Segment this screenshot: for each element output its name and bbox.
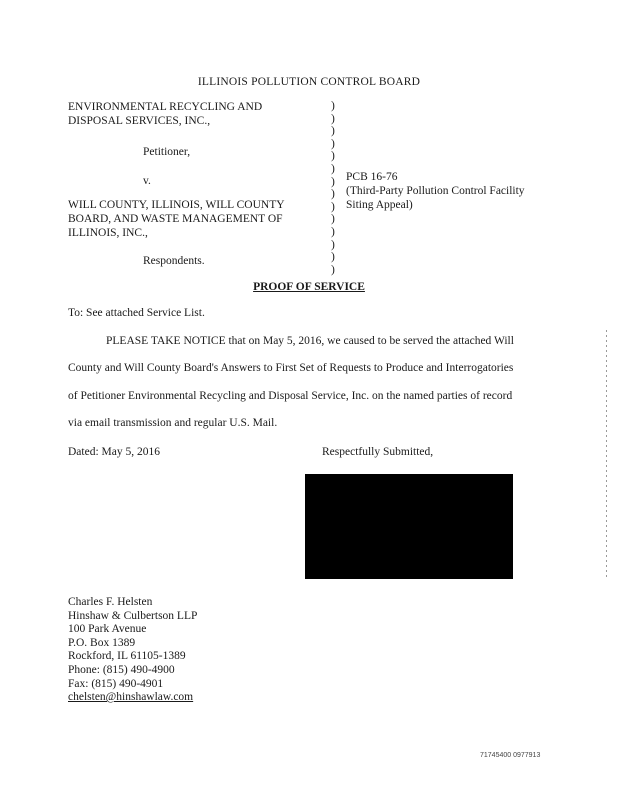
scan-edge-mark bbox=[606, 330, 607, 580]
respondent-name-line1: WILL COUNTY, ILLINOIS, WILL COUNTY bbox=[68, 199, 285, 211]
caption-paren: ) bbox=[331, 200, 335, 213]
versus-label: v. bbox=[143, 175, 151, 187]
law-firm: Hinshaw & Culbertson LLP bbox=[68, 609, 198, 622]
notice-body-line3: of Petitioner Environmental Recycling and Disposal Service, Inc. on the named parties of record bbox=[68, 390, 513, 402]
attorney-name: Charles F. Helsten bbox=[68, 596, 153, 608]
fax-number: Fax: (815) 490-4901 bbox=[68, 677, 164, 690]
caption-paren: ) bbox=[331, 150, 335, 163]
petitioner-name-line2: DISPOSAL SERVICES, INC., bbox=[68, 115, 211, 127]
case-type-line1: (Third-Party Pollution Control Facility bbox=[346, 185, 525, 197]
caption-paren: ) bbox=[331, 137, 335, 150]
case-type-line2: Siting Appeal) bbox=[346, 199, 413, 211]
city-state-zip: Rockford, IL 61105-1389 bbox=[68, 650, 186, 663]
signature-block bbox=[68, 596, 197, 705]
closing-line: Respectfully Submitted, bbox=[322, 446, 434, 458]
po-box: P.O. Box 1389 bbox=[68, 636, 136, 649]
case-number: PCB 16-76 bbox=[346, 171, 398, 183]
notice-body-line2: County and Will County Board's Answers to First Set of Requests to Produce and Interrogatories bbox=[68, 362, 514, 374]
respondent-name-line3: ILLINOIS, INC., bbox=[68, 227, 148, 239]
caption-paren: ) bbox=[331, 162, 335, 175]
respondent-name-line2: BOARD, AND WASTE MANAGEMENT OF bbox=[68, 213, 283, 225]
caption-paren: ) bbox=[331, 188, 335, 201]
notice-body-line1: PLEASE TAKE NOTICE that on May 5, 2016, we caused to be served the attached Will bbox=[106, 335, 514, 347]
petitioner-label: Petitioner, bbox=[143, 146, 191, 158]
petitioner-name-line1: ENVIRONMENTAL RECYCLING AND bbox=[68, 101, 263, 113]
caption-paren: ) bbox=[331, 100, 335, 112]
respondent-label: Respondents. bbox=[143, 255, 205, 267]
caption-paren: ) bbox=[331, 263, 335, 276]
caption-paren: ) bbox=[331, 112, 335, 125]
caption-paren: ) bbox=[331, 213, 335, 226]
court-title: ILLINOIS POLLUTION CONTROL BOARD bbox=[197, 76, 421, 88]
service-list-line: To: See attached Service List. bbox=[68, 307, 205, 319]
caption-paren: ) bbox=[331, 238, 335, 251]
redacted-signature bbox=[305, 474, 513, 579]
notice-body-line4: via email transmission and regular U.S. Mail. bbox=[68, 417, 278, 429]
caption-paren: ) bbox=[331, 225, 335, 238]
street-address: 100 Park Avenue bbox=[68, 623, 147, 636]
phone-number: Phone: (815) 490-4900 bbox=[68, 663, 175, 676]
caption-paren: ) bbox=[331, 251, 335, 264]
document-id: 71745400 0977913 bbox=[480, 752, 541, 759]
email-link[interactable]: chelsten@hinshawlaw.com bbox=[68, 691, 194, 704]
dated-line: Dated: May 5, 2016 bbox=[68, 446, 160, 458]
caption-paren-column bbox=[331, 100, 335, 276]
caption-paren: ) bbox=[331, 125, 335, 138]
document-heading: PROOF OF SERVICE bbox=[253, 281, 365, 293]
caption-paren: ) bbox=[331, 175, 335, 188]
